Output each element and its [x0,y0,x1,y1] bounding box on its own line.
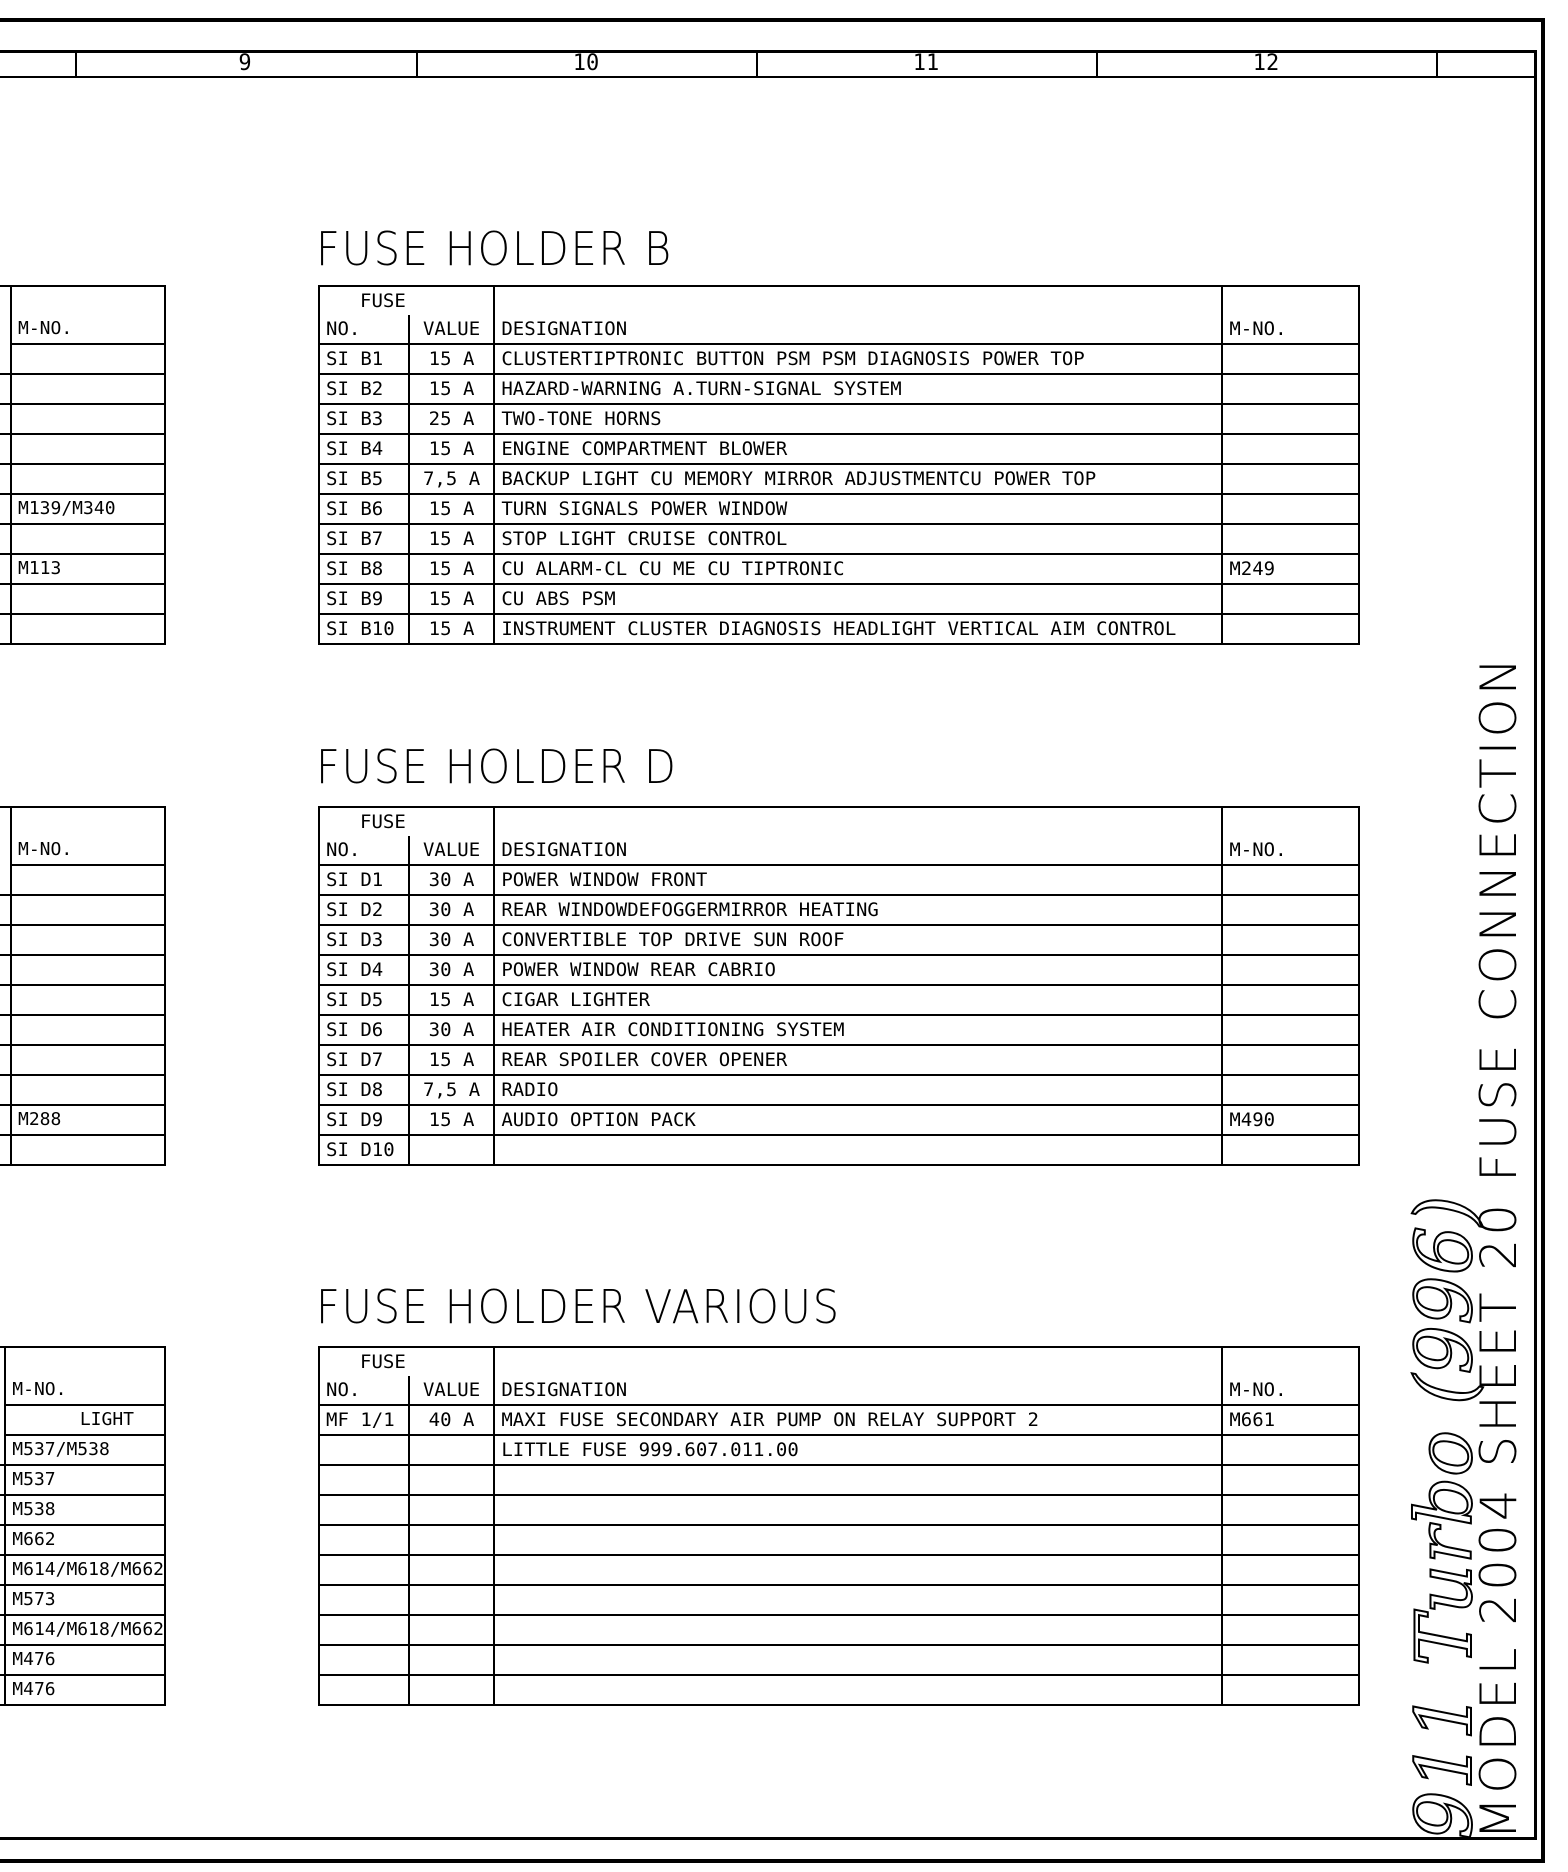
fuse-mno-cell [1222,464,1359,494]
table-row [319,524,1359,554]
table-row [319,1435,1359,1465]
side-lead [0,554,11,584]
table-row [319,1675,1359,1705]
fuse-no-cell: SI B10 [319,614,409,644]
fuse-designation-cell: CIGAR LIGHTER [494,985,1222,1015]
table-row [0,1405,165,1435]
table-row [0,1075,165,1105]
fuse-value-cell: 30 A [409,865,495,895]
side-mno-cell [11,865,165,895]
fuse-designation-cell: REAR WINDOWDEFOGGERMIRROR HEATING [494,895,1222,925]
fuse-value-cell: 15 A [409,524,495,554]
fuse-holder-various-title: FUSE HOLDER VARIOUS [316,1280,841,1334]
header-spacer [494,286,1222,315]
table-row [319,1465,1359,1495]
fuse-value-cell: 15 A [409,1045,495,1075]
table-row [0,584,165,614]
side-mno-cell: M288 [11,1105,165,1135]
fuse-designation-cell: POWER WINDOW FRONT [494,865,1222,895]
fuse-value-cell [409,1465,495,1495]
mno-column-header: M-NO. [1222,315,1359,344]
fuse-no-cell [319,1495,409,1525]
table-row [319,554,1359,584]
table-row [319,374,1359,404]
side-lead [0,494,11,524]
table-row [0,1465,165,1495]
side-mno-header: M-NO. [5,1376,165,1405]
fuse-value-cell: 15 A [409,985,495,1015]
table-row [0,554,165,584]
table-row [319,434,1359,464]
zone-divider [75,50,77,78]
fuse-value-cell: 7,5 A [409,464,495,494]
fuse-value-cell [409,1495,495,1525]
fuse-mno-cell [1222,1045,1359,1075]
side-mno-cell [11,895,165,925]
fuse-value-cell [409,1645,495,1675]
side-mno-header: M-NO. [11,315,165,344]
fuse-designation-cell: STOP LIGHT CRUISE CONTROL [494,524,1222,554]
table-row [319,1555,1359,1585]
table-row [0,1555,165,1585]
fuse-designation-cell: TWO-TONE HORNS [494,404,1222,434]
fuse-no-cell: SI D4 [319,955,409,985]
table-row [0,895,165,925]
value-column-header: VALUE [409,836,495,865]
fuse-value-cell [409,1435,495,1465]
fuse-value-cell: 25 A [409,404,495,434]
column-header-row [319,1376,1359,1405]
table-row [319,1405,1359,1435]
fuse-header-row [319,286,1359,315]
table-row [319,344,1359,374]
side-light-cell: LIGHT [5,1405,165,1435]
side-lead [0,1015,11,1045]
side-mno-cell: M476 [5,1645,165,1675]
mno-column-header: M-NO. [1222,1376,1359,1405]
table-row [319,895,1359,925]
table-row [0,1135,165,1165]
side-mno-cell [11,434,165,464]
fuse-value-cell: 15 A [409,584,495,614]
fuse-no-cell: SI D8 [319,1075,409,1105]
side-mno-cell [11,1135,165,1165]
fuse-value-cell [409,1555,495,1585]
fuse-no-cell [319,1615,409,1645]
fuse-designation-cell: ENGINE COMPARTMENT BLOWER [494,434,1222,464]
table-row [0,494,165,524]
fuse-value-cell: 30 A [409,895,495,925]
fuse-mno-cell [1222,1495,1359,1525]
side-spacer [11,286,165,315]
table-row [0,1105,165,1135]
table-row [0,1525,165,1555]
side-lead [0,1075,11,1105]
side-mno-cell: M538 [5,1495,165,1525]
fuse-designation-cell: REAR SPOILER COVER OPENER [494,1045,1222,1075]
table-row [319,865,1359,895]
side-lead [0,404,11,434]
fuse-mno-cell [1222,1435,1359,1465]
fuse-designation-cell [494,1525,1222,1555]
side-mno-cell: M476 [5,1675,165,1705]
no-column-header: NO. [319,1376,409,1405]
fuse-mno-cell [1222,1465,1359,1495]
fuse-mno-cell: M661 [1222,1405,1359,1435]
fuse-mno-cell [1222,1075,1359,1105]
fuse-mno-cell [1222,1525,1359,1555]
fuse-value-cell: 15 A [409,494,495,524]
fuse-mno-cell [1222,494,1359,524]
fuse-no-cell: SI B7 [319,524,409,554]
table-row [319,1495,1359,1525]
fuse-no-cell: SI D6 [319,1015,409,1045]
fuse-mno-cell [1222,865,1359,895]
zone-number: 9 [238,51,252,76]
fuse-designation-cell [494,1585,1222,1615]
table-row [319,1525,1359,1555]
fuse-mno-cell [1222,1645,1359,1675]
fuse-no-cell [319,1465,409,1495]
side-mno-cell: M537 [5,1465,165,1495]
fuse-designation-cell: BACKUP LIGHT CU MEMORY MIRROR ADJUSTMENTCU POWER TOP [494,464,1222,494]
table-row [0,614,165,644]
side-header-row [0,315,165,344]
table-row [319,955,1359,985]
table-row [0,1015,165,1045]
fuse-designation-cell [494,1555,1222,1585]
fuse-mno-cell [1222,374,1359,404]
fuse-value-cell [409,1675,495,1705]
table-row [319,404,1359,434]
table-row [319,1015,1359,1045]
side-mno-cell: M537/M538 [5,1435,165,1465]
table-row [0,925,165,955]
table-row [0,1045,165,1075]
fuse-mno-cell: M249 [1222,554,1359,584]
mno-column-header: M-NO. [1222,836,1359,865]
side-mno-cell [11,1015,165,1045]
fuse-no-cell: SI B3 [319,404,409,434]
side-mno-cell [11,1075,165,1105]
table-row [0,865,165,895]
side-mno-cell [11,1045,165,1075]
fuse-no-cell: SI B8 [319,554,409,584]
fuse-value-cell: 15 A [409,614,495,644]
side-mno-cell [11,344,165,374]
side-mno-cell: M662 [5,1525,165,1555]
table-row [319,584,1359,614]
table-row [319,1075,1359,1105]
fuse-no-cell: SI B6 [319,494,409,524]
fuse-no-cell [319,1675,409,1705]
table-row [319,1615,1359,1645]
fuse-no-cell: SI D5 [319,985,409,1015]
table-row [319,985,1359,1015]
fuse-no-cell [319,1555,409,1585]
fuse-value-cell: 40 A [409,1405,495,1435]
side-lead [0,1135,11,1165]
side-mno-cell [11,374,165,404]
value-column-header: VALUE [409,1376,495,1405]
table-row [319,925,1359,955]
zone-divider [1436,50,1438,78]
table-row [0,1435,165,1465]
side-mno-cell [11,524,165,554]
fuse-mno-cell [1222,1555,1359,1585]
column-header-row [319,315,1359,344]
table-row [319,1105,1359,1135]
fuse-designation-cell: CONVERTIBLE TOP DRIVE SUN ROOF [494,925,1222,955]
designation-column-header: DESIGNATION [494,315,1222,344]
fuse-value-cell: 15 A [409,374,495,404]
table-row [0,434,165,464]
fuse-mno-cell [1222,404,1359,434]
fuse-no-cell: SI B2 [319,374,409,404]
side-mno-header: M-NO. [11,836,165,865]
fuse-mno-cell [1222,1675,1359,1705]
fuse-designation-cell: INSTRUMENT CLUSTER DIAGNOSIS HEADLIGHT VERTICAL AIM CONTROL [494,614,1222,644]
zone-divider [756,50,758,78]
fuse-mno-cell [1222,1015,1359,1045]
side-lead [0,614,11,644]
fuse-value-cell: 15 A [409,554,495,584]
fuse-designation-cell: MAXI FUSE SECONDARY AIR PUMP ON RELAY SUPPORT 2 [494,1405,1222,1435]
model-logo: 911 Turbo (996) [1400,1195,1490,1840]
fuse-value-cell [409,1525,495,1555]
side-header-row [0,1347,165,1376]
side-lead [0,1045,11,1075]
side-mno-cell: M614/M618/M662 [5,1615,165,1645]
fuse-mno-cell [1222,614,1359,644]
side-mno-cell [11,985,165,1015]
table-row [0,1495,165,1525]
fuse-no-cell [319,1435,409,1465]
fuse-holder-b-title: FUSE HOLDER B [316,222,673,276]
side-lead [0,286,11,315]
fuse-designation-cell: CU ABS PSM [494,584,1222,614]
fuse-value-cell: 30 A [409,1015,495,1045]
header-spacer [494,1347,1222,1376]
header-spacer [494,807,1222,836]
fuse-value-cell: 7,5 A [409,1075,495,1105]
no-column-header: NO. [319,836,409,865]
side-lead [0,865,11,895]
fuse-holder-d-title: FUSE HOLDER D [316,740,678,794]
side-lead [0,807,11,836]
fuse-no-cell: SI B1 [319,344,409,374]
fuse-header-row [319,807,1359,836]
fuse-value-cell [409,1615,495,1645]
table-row [319,1645,1359,1675]
side-lead [0,524,11,554]
fuse-designation-cell [494,1465,1222,1495]
fuse-mno-cell [1222,434,1359,464]
side-lead [0,374,11,404]
table-row [319,1585,1359,1615]
zone-divider [1096,50,1098,78]
fuse-designation-cell: POWER WINDOW REAR CABRIO [494,955,1222,985]
table-row [0,464,165,494]
table-row [0,955,165,985]
fuse-no-cell: SI D2 [319,895,409,925]
fuse-designation-cell [494,1615,1222,1645]
designation-column-header: DESIGNATION [494,836,1222,865]
fuse-designation-cell [494,1645,1222,1675]
fuse-designation-cell [494,1135,1222,1165]
fuse-no-cell: SI D10 [319,1135,409,1165]
header-spacer [1222,1347,1359,1376]
fuse-no-cell: SI D9 [319,1105,409,1135]
side-header-row [0,286,165,315]
fuse-value-cell: 15 A [409,434,495,464]
fuse-designation-cell: CLUSTERTIPTRONIC BUTTON PSM PSM DIAGNOSIS POWER TOP [494,344,1222,374]
fuse-mno-cell [1222,1585,1359,1615]
left-partial-table-b [0,285,166,645]
sheet-title: MODEL 2004 SHEET 20 FUSE CONNECTION [1470,654,1528,1840]
side-mno-cell [11,614,165,644]
fuse-designation-cell: HEATER AIR CONDITIONING SYSTEM [494,1015,1222,1045]
table-row [0,344,165,374]
fuse-mno-cell [1222,985,1359,1015]
fuse-mno-cell [1222,955,1359,985]
fuse-holder-various-table [318,1346,1360,1706]
fuse-mno-cell [1222,524,1359,554]
fuse-value-cell: 15 A [409,1105,495,1135]
side-lead [0,1105,11,1135]
side-mno-cell [11,464,165,494]
table-row [0,1645,165,1675]
header-spacer [1222,286,1359,315]
fuse-no-cell: SI B9 [319,584,409,614]
table-row [319,464,1359,494]
fuse-header-row [319,1347,1359,1376]
fuse-designation-cell [494,1495,1222,1525]
left-partial-table-various [0,1346,166,1706]
table-row [0,1585,165,1615]
side-header-row [0,807,165,836]
side-mno-cell [11,925,165,955]
side-mno-cell: M614/M618/M662 [5,1555,165,1585]
fuse-no-cell: SI D1 [319,865,409,895]
designation-column-header: DESIGNATION [494,1376,1222,1405]
side-lead [0,985,11,1015]
fuse-no-cell: SI D7 [319,1045,409,1075]
side-mno-cell: M573 [5,1585,165,1615]
fuse-designation-cell [494,1675,1222,1705]
zone-number: 11 [912,51,940,76]
fuse-designation-cell: TURN SIGNALS POWER WINDOW [494,494,1222,524]
side-mno-cell [11,584,165,614]
fuse-value-cell: 30 A [409,955,495,985]
left-partial-table-d [0,806,166,1166]
fuse-mno-cell [1222,1135,1359,1165]
side-mno-cell: M113 [11,554,165,584]
fuse-designation-cell: CU ALARM-CL CU ME CU TIPTRONIC [494,554,1222,584]
side-spacer [5,1347,165,1376]
side-lead [0,584,11,614]
fuse-designation-cell: HAZARD-WARNING A.TURN-SIGNAL SYSTEM [494,374,1222,404]
side-lead [0,895,11,925]
fuse-mno-cell [1222,925,1359,955]
side-lead [0,955,11,985]
table-row [319,614,1359,644]
fuse-group-header: FUSE [319,807,494,836]
fuse-no-cell: SI D3 [319,925,409,955]
fuse-value-cell: 15 A [409,344,495,374]
fuse-mno-cell [1222,344,1359,374]
side-mno-cell [11,955,165,985]
fuse-group-header: FUSE [319,1347,494,1376]
no-column-header: NO. [319,315,409,344]
fuse-no-cell: MF 1/1 [319,1405,409,1435]
side-lead [0,836,11,865]
side-mno-cell [11,404,165,434]
zone-strip [0,50,1537,78]
table-row [0,524,165,554]
zone-number: 12 [1252,51,1280,76]
fuse-no-cell [319,1585,409,1615]
fuse-no-cell: SI B5 [319,464,409,494]
table-row [0,374,165,404]
table-row [0,1615,165,1645]
table-row [0,985,165,1015]
header-spacer [1222,807,1359,836]
side-lead [0,925,11,955]
fuse-mno-cell [1222,895,1359,925]
fuse-designation-cell: LITTLE FUSE 999.607.011.00 [494,1435,1222,1465]
table-row [319,1045,1359,1075]
fuse-designation-cell: AUDIO OPTION PACK [494,1105,1222,1135]
fuse-value-cell [409,1585,495,1615]
fuse-group-header: FUSE [319,286,494,315]
table-row [319,1135,1359,1165]
fuse-no-cell [319,1645,409,1675]
side-lead [0,464,11,494]
side-lead [0,344,11,374]
fuse-value-cell [409,1135,495,1165]
fuse-holder-b-table [318,285,1360,645]
zone-divider [416,50,418,78]
fuse-holder-d-table [318,806,1360,1166]
fuse-no-cell: SI B4 [319,434,409,464]
table-row [0,1675,165,1705]
column-header-row [319,836,1359,865]
fuse-designation-cell: RADIO [494,1075,1222,1105]
fuse-mno-cell [1222,584,1359,614]
table-row [0,404,165,434]
side-header-row [0,836,165,865]
side-lead [0,434,11,464]
value-column-header: VALUE [409,315,495,344]
table-row [319,494,1359,524]
side-mno-cell: M139/M340 [11,494,165,524]
fuse-mno-cell: M490 [1222,1105,1359,1135]
fuse-mno-cell [1222,1615,1359,1645]
fuse-no-cell [319,1525,409,1555]
side-lead [0,315,11,344]
side-spacer [11,807,165,836]
zone-number: 10 [572,51,600,76]
side-header-row [0,1376,165,1405]
fuse-value-cell: 30 A [409,925,495,955]
